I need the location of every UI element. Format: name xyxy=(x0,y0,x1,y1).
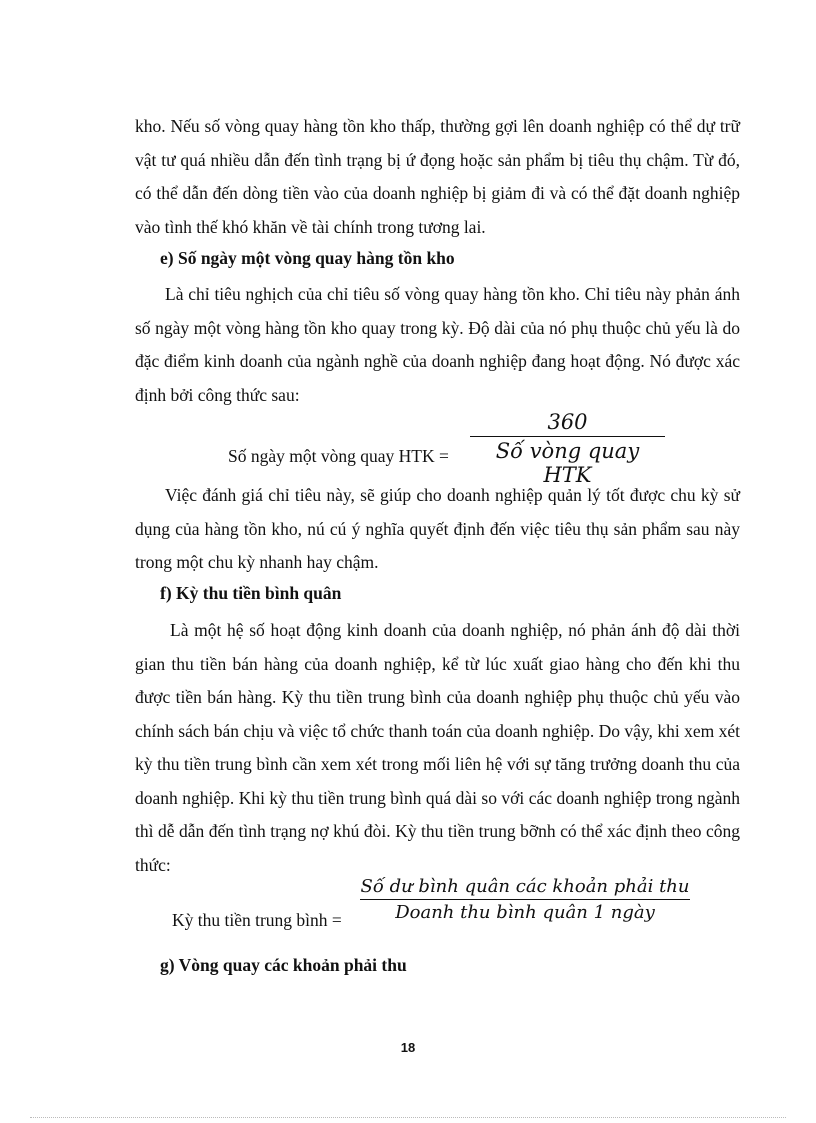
fraction-bar xyxy=(360,899,690,900)
formula-collection-period-numerator: Số dư bình quân các khoản phải thu xyxy=(360,876,690,897)
formula-days-per-turn-denominator: Số vòng quay HTK xyxy=(495,439,640,487)
heading-g-receivables-turnover: g) Vòng quay các khoản phải thu xyxy=(160,955,407,975)
page-bottom-divider xyxy=(30,1117,786,1118)
formula-collection-period-fraction xyxy=(360,876,690,923)
formula-days-per-turn-numerator: 360 xyxy=(547,410,588,434)
formula-days-per-turn-fraction xyxy=(470,410,665,487)
paragraph-days-inventory-definition: Là chỉ tiêu nghịch của chỉ tiêu số vòng quay hàng tồn kho. Chỉ tiêu này phản ánh số ngày một vòng hàng tồn kho quay trong kỳ. Độ dài của nó phụ thuộc chủ yếu là do đặc điểm kinh doanh của ngành nghề của doanh nghiệp đang hoạt động. Nó được xác định bởi công thức sau: xyxy=(135,284,740,405)
formula-collection-period-label: Kỳ thu tiền trung bình = xyxy=(172,910,342,930)
heading-f-average-collection-period: f) Kỳ thu tiền bình quân xyxy=(160,583,342,603)
paragraph-collection-period-definition: Là một hệ số hoạt động kinh doanh của doanh nghiệp, nó phản ánh độ dài thời gian thu tiền bán hàng của doanh nghiệp, kể từ lúc xuất giao hàng cho đến khi thu được tiền bán hàng. Kỳ thu tiền trung bình của doanh nghiệp phụ thuộc chủ yếu vào chính sách bán chịu và việc tổ chức thanh toán của doanh nghiệp. Do vậy, khi xem xét kỳ thu tiền trung bình cần xem xét trong mối liên hệ với sự tăng trưởng doanh thu của doanh nghiệp. Khi kỳ thu tiền trung bình quá dài so với các doanh nghiệp trong ngành thì dễ dẫn đến tình trạng nợ khú đòi. Kỳ thu tiền trung bỡnh có thể xác định theo công thức: xyxy=(135,620,740,875)
heading-e-days-per-inventory-turn: e) Số ngày một vòng quay hàng tồn kho xyxy=(160,248,455,268)
formula-days-per-turn-label: Số ngày một vòng quay HTK = xyxy=(228,446,449,466)
formula-collection-period-denominator: Doanh thu bình quân 1 ngày xyxy=(395,902,655,923)
paragraph-evaluation-note: Việc đánh giá chỉ tiêu này, sẽ giúp cho doanh nghiệp quản lý tốt được chu kỳ sử dụng của hàng tồn kho, nú cú ý nghĩa quyết định đến việc tiêu thụ sản phẩm sau này trong một chu kỳ nhanh hay chậm. xyxy=(135,485,740,572)
page-number: 18 xyxy=(400,1040,416,1055)
fraction-bar xyxy=(470,436,665,437)
paragraph-inventory-turnover-low: kho. Nếu số vòng quay hàng tồn kho thấp, thường gợi lên doanh nghiệp có thể dự trữ vật tư quá nhiều dẫn đến tình trạng bị ứ đọng hoặc sản phẩm bị tiêu thụ chậm. Từ đó, có thể dẫn đến dòng tiền vào của doanh nghiệp bị giảm đi và có thể đặt doanh nghiệp vào tình thế khó khăn về tài chính trong tương lai. xyxy=(135,116,740,237)
